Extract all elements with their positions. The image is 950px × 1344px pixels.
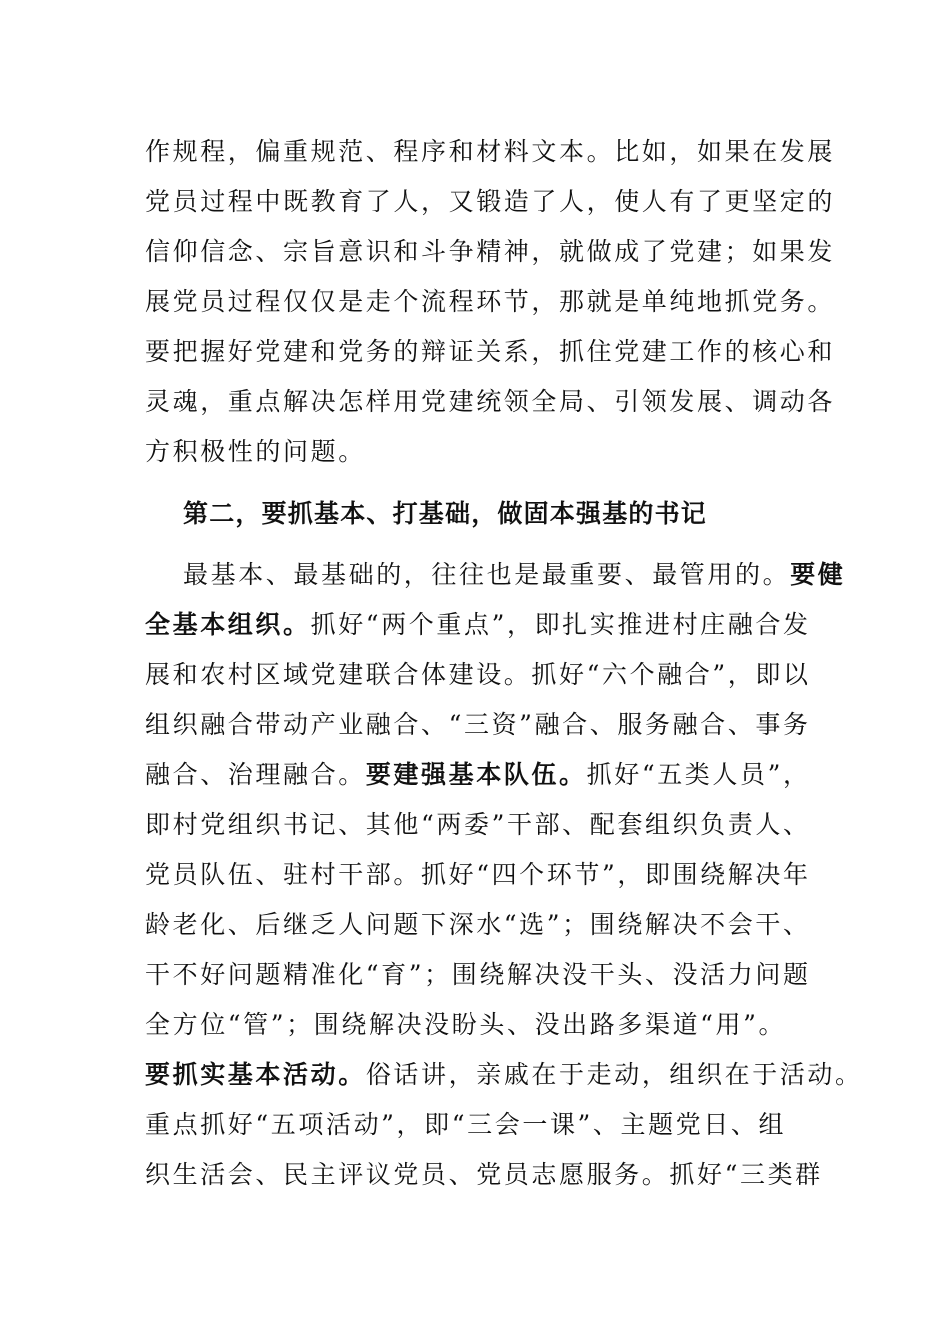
bold-lead: 全基本组织。	[145, 610, 311, 639]
paragraph-1-line-3: 信仰信念、宗旨意识和斗争精神，就做成了党建；如果发	[145, 237, 836, 266]
paragraph-1-line-7: 方积极性的问题。	[145, 437, 366, 466]
paragraph-2-line-11	[145, 1050, 863, 1100]
paragraph-2-line-5	[145, 750, 835, 800]
paragraph-2-line-6: 即村党组织书记、其他“两委”干部、配套组织负责人、	[145, 810, 811, 839]
body-text: 抓好“五类人员”，	[586, 760, 811, 789]
paragraph-2-line-3: 展和农村区域党建联合体建设。抓好“六个融合”，即以	[145, 660, 811, 689]
bold-lead: 要建强基本队伍。	[365, 760, 587, 789]
paragraph-2-line-13: 织生活会、民主评议党员、党员志愿服务。抓好“三类群	[145, 1160, 823, 1189]
bold-lead: 要健	[790, 560, 846, 589]
paragraph-1-line-5: 要把握好党建和党务的辩证关系，抓住党建工作的核心和	[145, 337, 836, 366]
paragraph-1-line-2: 党员过程中既教育了人，又锻造了人，使人有了更坚定的	[145, 187, 836, 216]
body-text: 俗话讲，亲戚在于走动，组织在于活动。	[365, 1060, 863, 1089]
paragraph-2-line-1	[183, 550, 873, 600]
paragraph-2-line-10: 全方位“管”；围绕解决没盼头、没出路多渠道“用”。	[145, 1010, 787, 1039]
paragraph-2-line-4: 组织融合带动产业融合、“三资”融合、服务融合、事务	[145, 710, 811, 739]
paragraph-2-line-2	[145, 600, 835, 650]
paragraph-2-line-8: 龄老化、后继乏人问题下深水“选”；围绕解决不会干、	[145, 910, 811, 939]
paragraph-1-line-4: 展党员过程仅仅是走个流程环节，那就是单纯地抓党务。	[145, 287, 836, 316]
section-heading: 第二，要抓基本、打基础，做固本强基的书记	[183, 499, 708, 528]
paragraph-2-line-7: 党员队伍、驻村干部。抓好“四个环节”，即围绕解决年	[145, 860, 811, 889]
body-text: 融合、治理融合。	[145, 760, 366, 789]
paragraph-1-line-6: 灵魂，重点解决怎样用党建统领全局、引领发展、调动各	[145, 387, 836, 416]
paragraph-1-line-1: 作规程，偏重规范、程序和材料文本。比如，如果在发展	[145, 137, 836, 166]
body-text: 抓好“两个重点”，即扎实推进村庄融合发	[310, 610, 811, 639]
bold-lead: 要抓实基本活动。	[145, 1060, 366, 1089]
paragraph-2-line-12: 重点抓好“五项活动”，即“三会一课”、主题党日、组	[145, 1110, 787, 1139]
paragraph-2-line-9: 干不好问题精准化“育”；围绕解决没干头、没活力问题	[145, 960, 811, 989]
body-text: 最基本、最基础的，往往也是最重要、最管用的。	[183, 560, 791, 589]
